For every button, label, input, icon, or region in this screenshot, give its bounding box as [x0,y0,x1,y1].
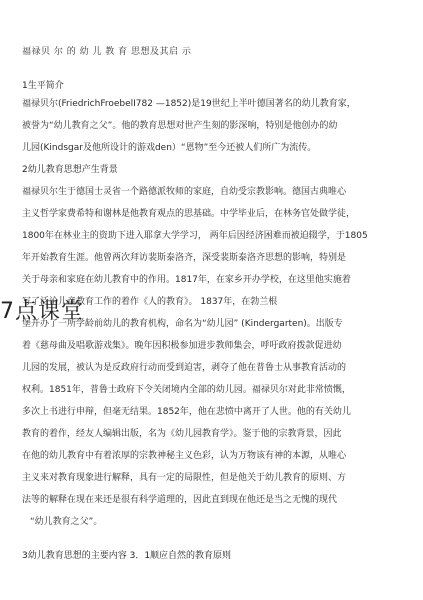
body-line: 教育的着作，经友人编辑出版，名为《幼儿园教育学》。鉴于他的宗教背景，因此 [22,429,342,439]
body-line: 多次上书进行申辩，但毫无结果。1852年，他在悲愤中离开了人世。他的有关幼儿 [22,407,351,417]
body-line: 主义来对教育现象进行解释，具有一定的局限性，但是他关于幼儿教育的原则、方 [22,473,347,483]
body-line: 法等的解释在现在来还是很有科学道理的，因此直到现在他还是当之无愧的现代 [22,495,338,505]
document-title: 福禄贝 尔 的 幼 儿 教 育 思想及其启 示 [22,47,192,57]
body-line: 儿园的发展，被认为是反政府行动而受到迫害，剥夺了他在普鲁士从事教育活动的 [22,363,347,373]
body-line: 在他的幼儿教育中有着浓厚的宗教神秘主义色彩，认为万物该有神的本源，从唯心 [22,451,347,461]
body-line: 堡开办了一所学龄前幼儿的教育机构，命名为“幼儿园” (Kindergarten)。出版专 [22,319,343,329]
body-line: 年开始教育生涯。他曾两次拜访裴斯泰洛齐，深受裴斯泰洛齐思想的影响，特别是 [22,253,347,263]
body-line: “幼儿教育之父”。 [30,517,103,527]
section-heading: 2幼儿教育思想产生背景 [22,165,118,175]
watermark-overlay: 7点课堂 [0,299,84,324]
body-line: 被誉为“幼儿教育之父”。他的教育思想对世产生刻的影深响，特别是他创办的幼 [22,121,338,131]
section-heading: 3幼儿教育思想的主要内容 3．1顺应自然的教育原则 [22,551,232,561]
body-line: 1800年在林业主的资助下进入耶拿大学学习， 两年后因经济困难而被迫辍学，于1805 [22,231,368,241]
body-line: 福禄贝尔(FriedrichFroebelⅠ782 —1852)是19世纪上半叶德国著名的幼儿教育家， [22,99,356,109]
body-line: 关于母亲和家庭在幼儿教育中的作用。1817年，在家乡开办学校，在这里他实施着 [22,275,351,285]
body-line: 着《慈母曲及唱歌游戏集》。晚年因积极参加进步教师集会，呼吁政府拨款促进幼 [22,341,342,351]
body-line: 福禄贝尔生于德国士灵省一个路德派牧师的家庭，自幼受宗教影响。德国古典唯心 [22,187,347,197]
body-line: 主义哲学家费希特和谢林是他教育观点的思基础。中学毕业后，在林务官处做学徒， [22,209,356,219]
body-line: 儿园(Kindsgar及他所设计的游戏den）“恩物”至今还被人们所广为流传。 [22,143,317,153]
section-heading: 1生平简介 [22,81,64,91]
body-line: 权利。1851年，普鲁士政府下令关闭境内全部的幼儿园。福禄贝尔对此非常愤慨， [22,385,351,395]
body-line: 写了泛论儿童教育工作的着作《人的教育》。 1837年，在勃兰根 [22,297,278,307]
